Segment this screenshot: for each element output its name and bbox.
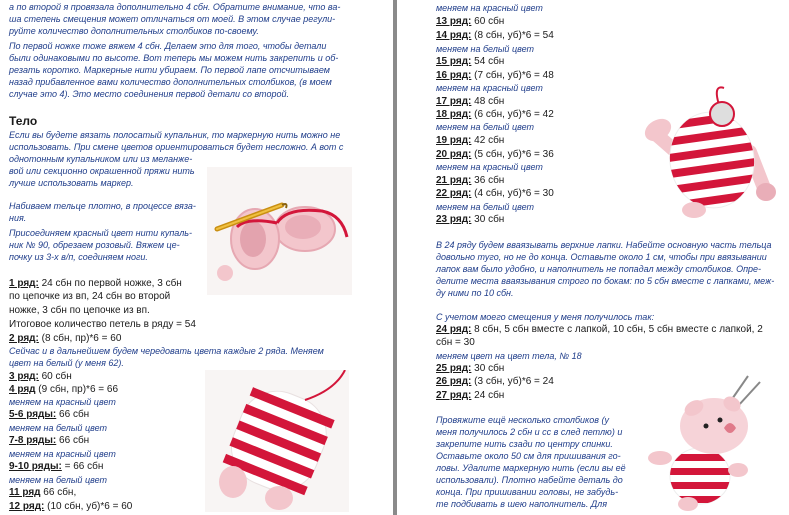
row-label: 25 ряд: [436, 363, 472, 374]
hook-legs-illustration [207, 167, 352, 295]
color-change-note: меняем на красный цвет [9, 397, 116, 407]
row-text: (9 сбн, пр)*6 = 66 [35, 384, 119, 395]
offset-note: С учетом моего смещения у меня получилось так: [436, 312, 655, 322]
paw-line: ду ними по 10 сбн. [436, 288, 514, 298]
color-change-note: меняем на белый цвет [9, 423, 107, 433]
paw-line: лапок вам было удобно, и наполнитель не попадал между столбиков. Опре- [436, 264, 762, 274]
row-text: ножке, 3 сбн по цепочке из вп. [9, 305, 150, 316]
row-label: 20 ряд: [436, 149, 472, 160]
row-instruction [436, 97, 504, 107]
row-instruction [9, 410, 89, 420]
photo-striped-body [205, 370, 349, 512]
color-change-note: меняем на белый цвет [436, 44, 534, 54]
row-text: 24 сбн по первой ножке, 3 сбн [38, 278, 182, 289]
final-line: меня получилось 2 сбн и сс в след петлю) и [436, 427, 623, 437]
row-text: по цепочке из вп, 24 сбн во второй [9, 291, 171, 302]
final-line: Провяжите ещё несколько столбиков (у [436, 415, 609, 425]
row-instruction [436, 71, 554, 81]
row-text: (10 сбн, уб)*6 = 60 [44, 501, 133, 512]
photo-pig-toy [630, 372, 782, 512]
alternate-line: цвет на белый (у меня 62). [9, 358, 124, 368]
paw-line: В 24 ряду будем вваязывать верхние лапки. Набейте основную часть тельца [436, 240, 772, 250]
color-change-note: меняем на белый цвет [9, 475, 107, 485]
row-instruction [9, 462, 103, 472]
paw-line: делите места вваязывания строго по бокам: по 5 сбн вместе с лапками, меж- [436, 276, 775, 286]
row-label: 24 ряд: [436, 324, 472, 335]
final-line: закрепите нить сзади по центру спинки. [436, 439, 613, 449]
row-text: 24 сбн [471, 390, 505, 401]
color-change-note: меняем на красный цвет [9, 449, 116, 459]
row-label: 13 ряд: [436, 16, 472, 27]
final-line: ловы. Удалите маркерную нить (если вы её [436, 463, 626, 473]
row-text: (4 сбн, уб)*6 = 30 [471, 188, 554, 199]
row-instruction [436, 377, 554, 387]
color-change-note: меняем на красный цвет [436, 83, 543, 93]
row-instruction [436, 150, 554, 160]
row-text: (7 сбн, уб)*6 = 48 [471, 70, 554, 81]
total-stitches: Итоговое количество петель в ряду = 54 [9, 319, 196, 330]
row-label: 5-6 ряды: [9, 409, 57, 420]
color-change-note: меняем на белый цвет [436, 202, 534, 212]
final-line: те подбивать в шею наполнитель. Для [436, 499, 608, 509]
row-label: 18 ряд: [436, 109, 472, 120]
final-line: Оставьте около 50 см для пришивания го- [436, 451, 621, 461]
intro-line: По первой ножке тоже вяжем 4 сбн. Делаем это для того, чтобы детали [9, 41, 327, 51]
attach-line: ник № 90, обрезаем розовый. Вяжем це- [9, 240, 180, 250]
body-line: однотонным купальником или из меланже- [9, 154, 193, 164]
row-label: 16 ряд: [436, 70, 472, 81]
page-divider [393, 0, 397, 515]
row-text: 66 сбн, [40, 487, 77, 498]
row-instruction [9, 488, 76, 498]
color-change-note: меняем на красный цвет [436, 162, 543, 172]
row-instruction [436, 31, 554, 41]
row-instruction [436, 17, 504, 27]
row-label: 27 ряд: [436, 390, 472, 401]
row-text: 36 сбн [471, 175, 505, 186]
row-label: 17 ряд: [436, 96, 472, 107]
right-page [398, 0, 789, 515]
row-text: (8 сбн, пр)*6 = 60 [38, 333, 122, 344]
row-instruction [436, 110, 554, 120]
row-text: сбн = 30 [436, 337, 475, 348]
row-text: 30 сбн [471, 214, 505, 225]
row-label: 15 ряд: [436, 56, 472, 67]
row-instruction [436, 176, 504, 186]
row-label: 11 ряд [9, 487, 41, 498]
row-instruction [9, 502, 132, 512]
row-label: 1 ряд: [9, 278, 39, 289]
row-instruction [436, 364, 504, 374]
stuffing-line: ния. [9, 213, 27, 223]
row-label: 3 ряд: [9, 371, 39, 382]
stuffing-line: Набиваем тельце плотно, в процессе вяза- [9, 201, 196, 211]
row-text: 54 сбн [471, 56, 505, 67]
row-instruction [9, 436, 89, 446]
row-instruction [9, 385, 118, 395]
body-line: лучше использовать маркер. [9, 178, 134, 188]
row-instruction [436, 325, 763, 335]
body-paws-illustration [632, 84, 782, 220]
row-instruction [9, 279, 182, 289]
intro-line: случае это 4). Это место соединения первой детали со второй. [9, 89, 289, 99]
row-text: 48 сбн [471, 96, 505, 107]
row-instruction [436, 57, 504, 67]
paw-line: довольно туго, но не до конца. Оставьте около 1 см, чтобы при ввязывании [436, 252, 767, 262]
intro-line: резать коротко. Маркерные нити убираем. По первой лапе отсчитываем [9, 65, 330, 75]
attach-line: почку из 3-х в/п, соединяем ноги. [9, 252, 148, 262]
row-label: 9-10 ряды: [9, 461, 62, 472]
body-line: вой или секционно окрашенной пряжи нить [9, 166, 195, 176]
color-change-note: меняем на красный цвет [436, 3, 543, 13]
row-text: = 66 сбн [61, 461, 104, 472]
intro-line: руйте количество дополнительных столбиков по-своему. [9, 26, 259, 36]
final-line: конца. При пришивании головы, не забудь- [436, 487, 619, 497]
row-text: 42 сбн [471, 135, 505, 146]
intro-line: а по второй я провязала дополнительно 4 сбн. Обратите внимание, что ва- [9, 2, 341, 12]
intro-line: назад прибавленное вами количество дополнительных столбиков, (в моем [9, 77, 332, 87]
attach-line: Присоединяем красный цвет нити купаль- [9, 228, 193, 238]
row-label: 4 ряд [9, 384, 36, 395]
row-text: (3 сбн, уб)*6 = 24 [471, 376, 554, 387]
body-line: использовать. При смене цветов ориентироваться будет несложно. А вот с [9, 142, 344, 152]
left-page [0, 0, 392, 515]
final-line: использовали). Плотно набейте деталь до [436, 475, 623, 485]
striped-body-illustration [205, 370, 349, 512]
row-instruction [436, 136, 504, 146]
section-heading: Тело [9, 114, 38, 128]
row-label: 26 ряд: [436, 376, 472, 387]
row-text: 66 сбн [56, 435, 90, 446]
row-text: 8 сбн, 5 сбн вместе с лапкой, 10 сбн, 5 сбн вместе с лапкой, 2 [471, 324, 763, 335]
row-text: 30 сбн [471, 363, 505, 374]
row-label: 2 ряд: [9, 333, 39, 344]
row-text: 66 сбн [56, 409, 90, 420]
pig-toy-illustration [630, 372, 782, 512]
alternate-line: Сейчас и в дальнейшем будем чередовать цвета каждые 2 ряда. Меняем [9, 346, 324, 356]
row-instruction [436, 391, 504, 401]
row-text: (8 сбн, уб)*6 = 54 [471, 30, 554, 41]
color-change-note: меняем на белый цвет [436, 122, 534, 132]
row-label: 21 ряд: [436, 175, 472, 186]
photo-hook-legs [207, 167, 352, 295]
row-instruction [436, 189, 554, 199]
row-text: 60 сбн [38, 371, 72, 382]
row-label: 14 ряд: [436, 30, 472, 41]
row-text: (6 сбн, уб)*6 = 42 [471, 109, 554, 120]
color-change-note: меняем цвет на цвет тела, № 18 [436, 351, 582, 361]
row-text: (5 сбн, уб)*6 = 36 [471, 149, 554, 160]
row-label: 19 ряд: [436, 135, 472, 146]
row-label: 12 ряд: [9, 501, 45, 512]
row-label: 23 ряд: [436, 214, 472, 225]
intro-line: ша степень смещения может отличаться от моей. В этом случае регули- [9, 14, 336, 24]
row-instruction [436, 215, 504, 225]
row-label: 22 ряд: [436, 188, 472, 199]
row-label: 7-8 ряды: [9, 435, 57, 446]
row-instruction [9, 372, 72, 382]
row-text: 60 сбн [471, 16, 505, 27]
photo-body-paws [632, 84, 782, 220]
row-instruction [9, 334, 121, 344]
body-line: Если вы будете вязать полосатый купальник, то маркерную нить можно не [9, 130, 341, 140]
intro-line: были одинаковыми по высоте. Вот теперь мы можем нить закрепить и об- [9, 53, 339, 63]
